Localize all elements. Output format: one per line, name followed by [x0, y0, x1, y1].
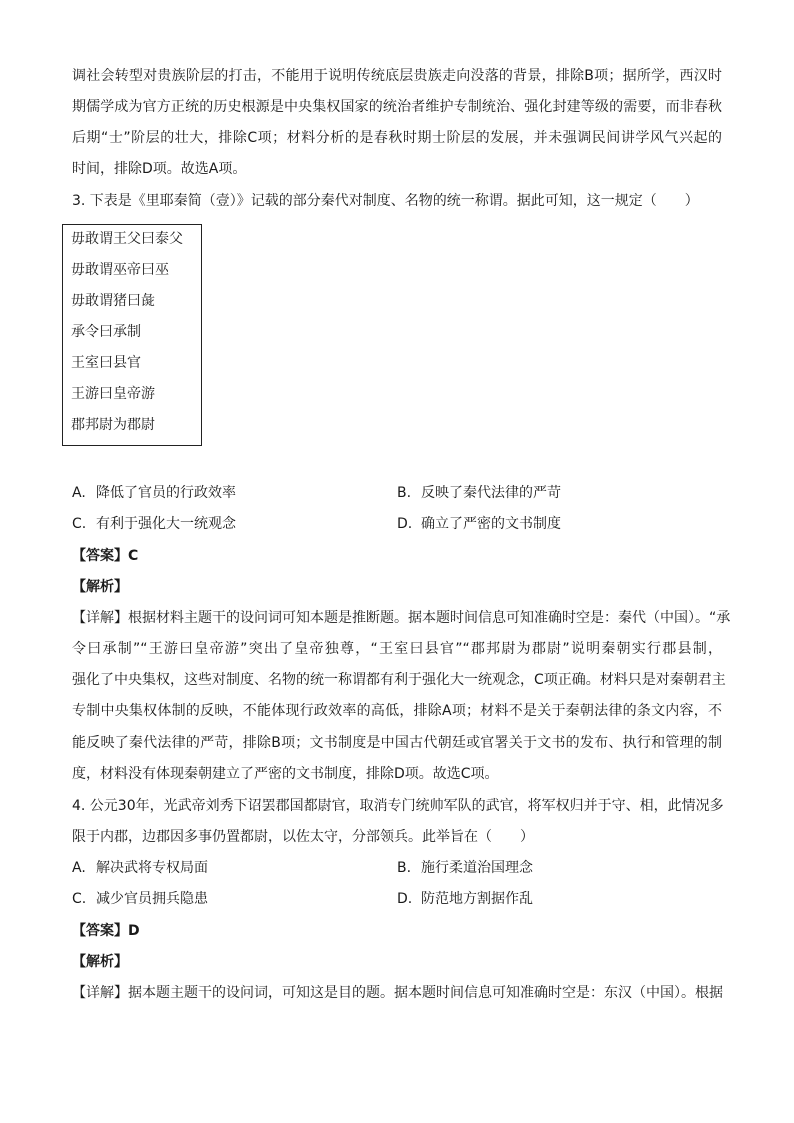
q4-option-d[interactable]	[397, 889, 533, 909]
table-row: 承令曰承制	[71, 324, 141, 340]
intro-line-1: 调社会转型对贵族阶层的打击，不能用于说明传统底层贵族走向没落的背景，排除B项；据所学，西汉时	[72, 68, 722, 84]
q3-option-b[interactable]	[397, 483, 561, 503]
intro-line-3: 后期“士”阶层的壮大，排除C项；材料分析的是春秋时期士阶层的发展，并未强调民间讲学风气兴起的	[72, 130, 722, 146]
q3-detail-line-2: 令曰承制”“王游曰皇帝游”突出了皇帝独尊，“王室曰县官”“郡邦尉为郡尉”说明秦朝实行郡县制，	[72, 641, 722, 657]
q3-option-c[interactable]	[72, 514, 236, 534]
q4-option-c[interactable]	[72, 889, 208, 909]
option-letter: C.	[72, 516, 87, 532]
option-letter: B.	[397, 860, 412, 876]
q3-answer: 【答案】C	[72, 548, 139, 564]
option-text: 有利于强化大一统观念	[96, 516, 236, 532]
table-row: 王室曰县官	[71, 355, 141, 371]
option-letter: B.	[397, 485, 412, 501]
table-row: 郡邦尉为郡尉	[71, 417, 155, 433]
q3-option-a[interactable]	[72, 483, 236, 503]
table-row: 毋敢谓巫帝曰巫	[71, 262, 169, 278]
option-letter: C.	[72, 891, 87, 907]
q3-stem: 3. 下表是《里耶秦简（壹）》记载的部分秦代对制度、名物的统一称谓。据此可知，这一规定（ ）	[72, 193, 699, 209]
table-row: 毋敢谓猪曰彘	[71, 293, 155, 309]
table-row: 毋敢谓王父曰泰父	[71, 231, 183, 247]
q4-detail-line-1: 【详解】据本题主题干的设问词，可知这是目的题。据本题时间信息可知准确时空是：东汉（中国）。根据	[72, 985, 723, 1001]
q4-option-b[interactable]	[397, 858, 533, 878]
option-text: 解决武将专权局面	[96, 860, 208, 876]
q4-stem-line-2: 限于内郡，边郡因多事仍置都尉，以佐太守，分部领兵。此举旨在（ ）	[72, 829, 534, 845]
q3-analysis-label: 【解析】	[72, 579, 128, 595]
option-text: 降低了官员的行政效率	[96, 485, 236, 501]
option-text: 施行柔道治国理念	[421, 860, 533, 876]
q3-detail-line-6: 度，材料没有体现秦朝建立了严密的文书制度，排除D项。故选C项。	[72, 766, 499, 782]
option-letter: A.	[72, 860, 86, 876]
q3-detail-line-1: 【详解】根据材料主题干的设问词可知本题是推断题。据本题时间信息可知准确时空是：秦代（中国）。“承	[72, 610, 731, 626]
q3-option-d[interactable]	[397, 514, 561, 534]
intro-line-2: 期儒学成为官方正统的历史根源是中央集权国家的统治者维护专制统治、强化封建等级的需要，而非春秋	[72, 99, 722, 115]
q4-analysis-label: 【解析】	[72, 954, 128, 970]
intro-line-4: 时间，排除D项。故选A项。	[72, 161, 247, 177]
option-text: 防范地方割据作乱	[421, 891, 533, 907]
option-letter: A.	[72, 485, 86, 501]
q3-detail-line-4: 专制中央集权体制的反映，不能体现行政效率的高低，排除A项；材料不是关于秦朝法律的条文内容，不	[72, 703, 722, 719]
option-text: 确立了严密的文书制度	[421, 516, 561, 532]
q3-detail-line-3: 强化了中央集权，这些对制度、名物的统一称谓都有利于强化大一统观念，C项正确。材料只是对秦朝君主	[72, 672, 726, 688]
q3-table	[62, 224, 202, 446]
q4-answer: 【答案】D	[72, 923, 140, 939]
q4-stem-line-1: 4. 公元30年，光武帝刘秀下诏罢郡国都尉官，取消专门统帅军队的武官，将军权归并于守、相，此情况多	[72, 798, 724, 814]
option-letter: D.	[397, 516, 413, 532]
q4-option-a[interactable]	[72, 858, 208, 878]
table-row: 王游曰皇帝游	[71, 386, 155, 402]
option-letter: D.	[397, 891, 413, 907]
option-text: 反映了秦代法律的严苛	[421, 485, 561, 501]
option-text: 减少官员拥兵隐患	[96, 891, 208, 907]
q3-detail-line-5: 能反映了秦代法律的严苛，排除B项；文书制度是中国古代朝廷或官署关于文书的发布、执行和管理的制	[72, 735, 722, 751]
